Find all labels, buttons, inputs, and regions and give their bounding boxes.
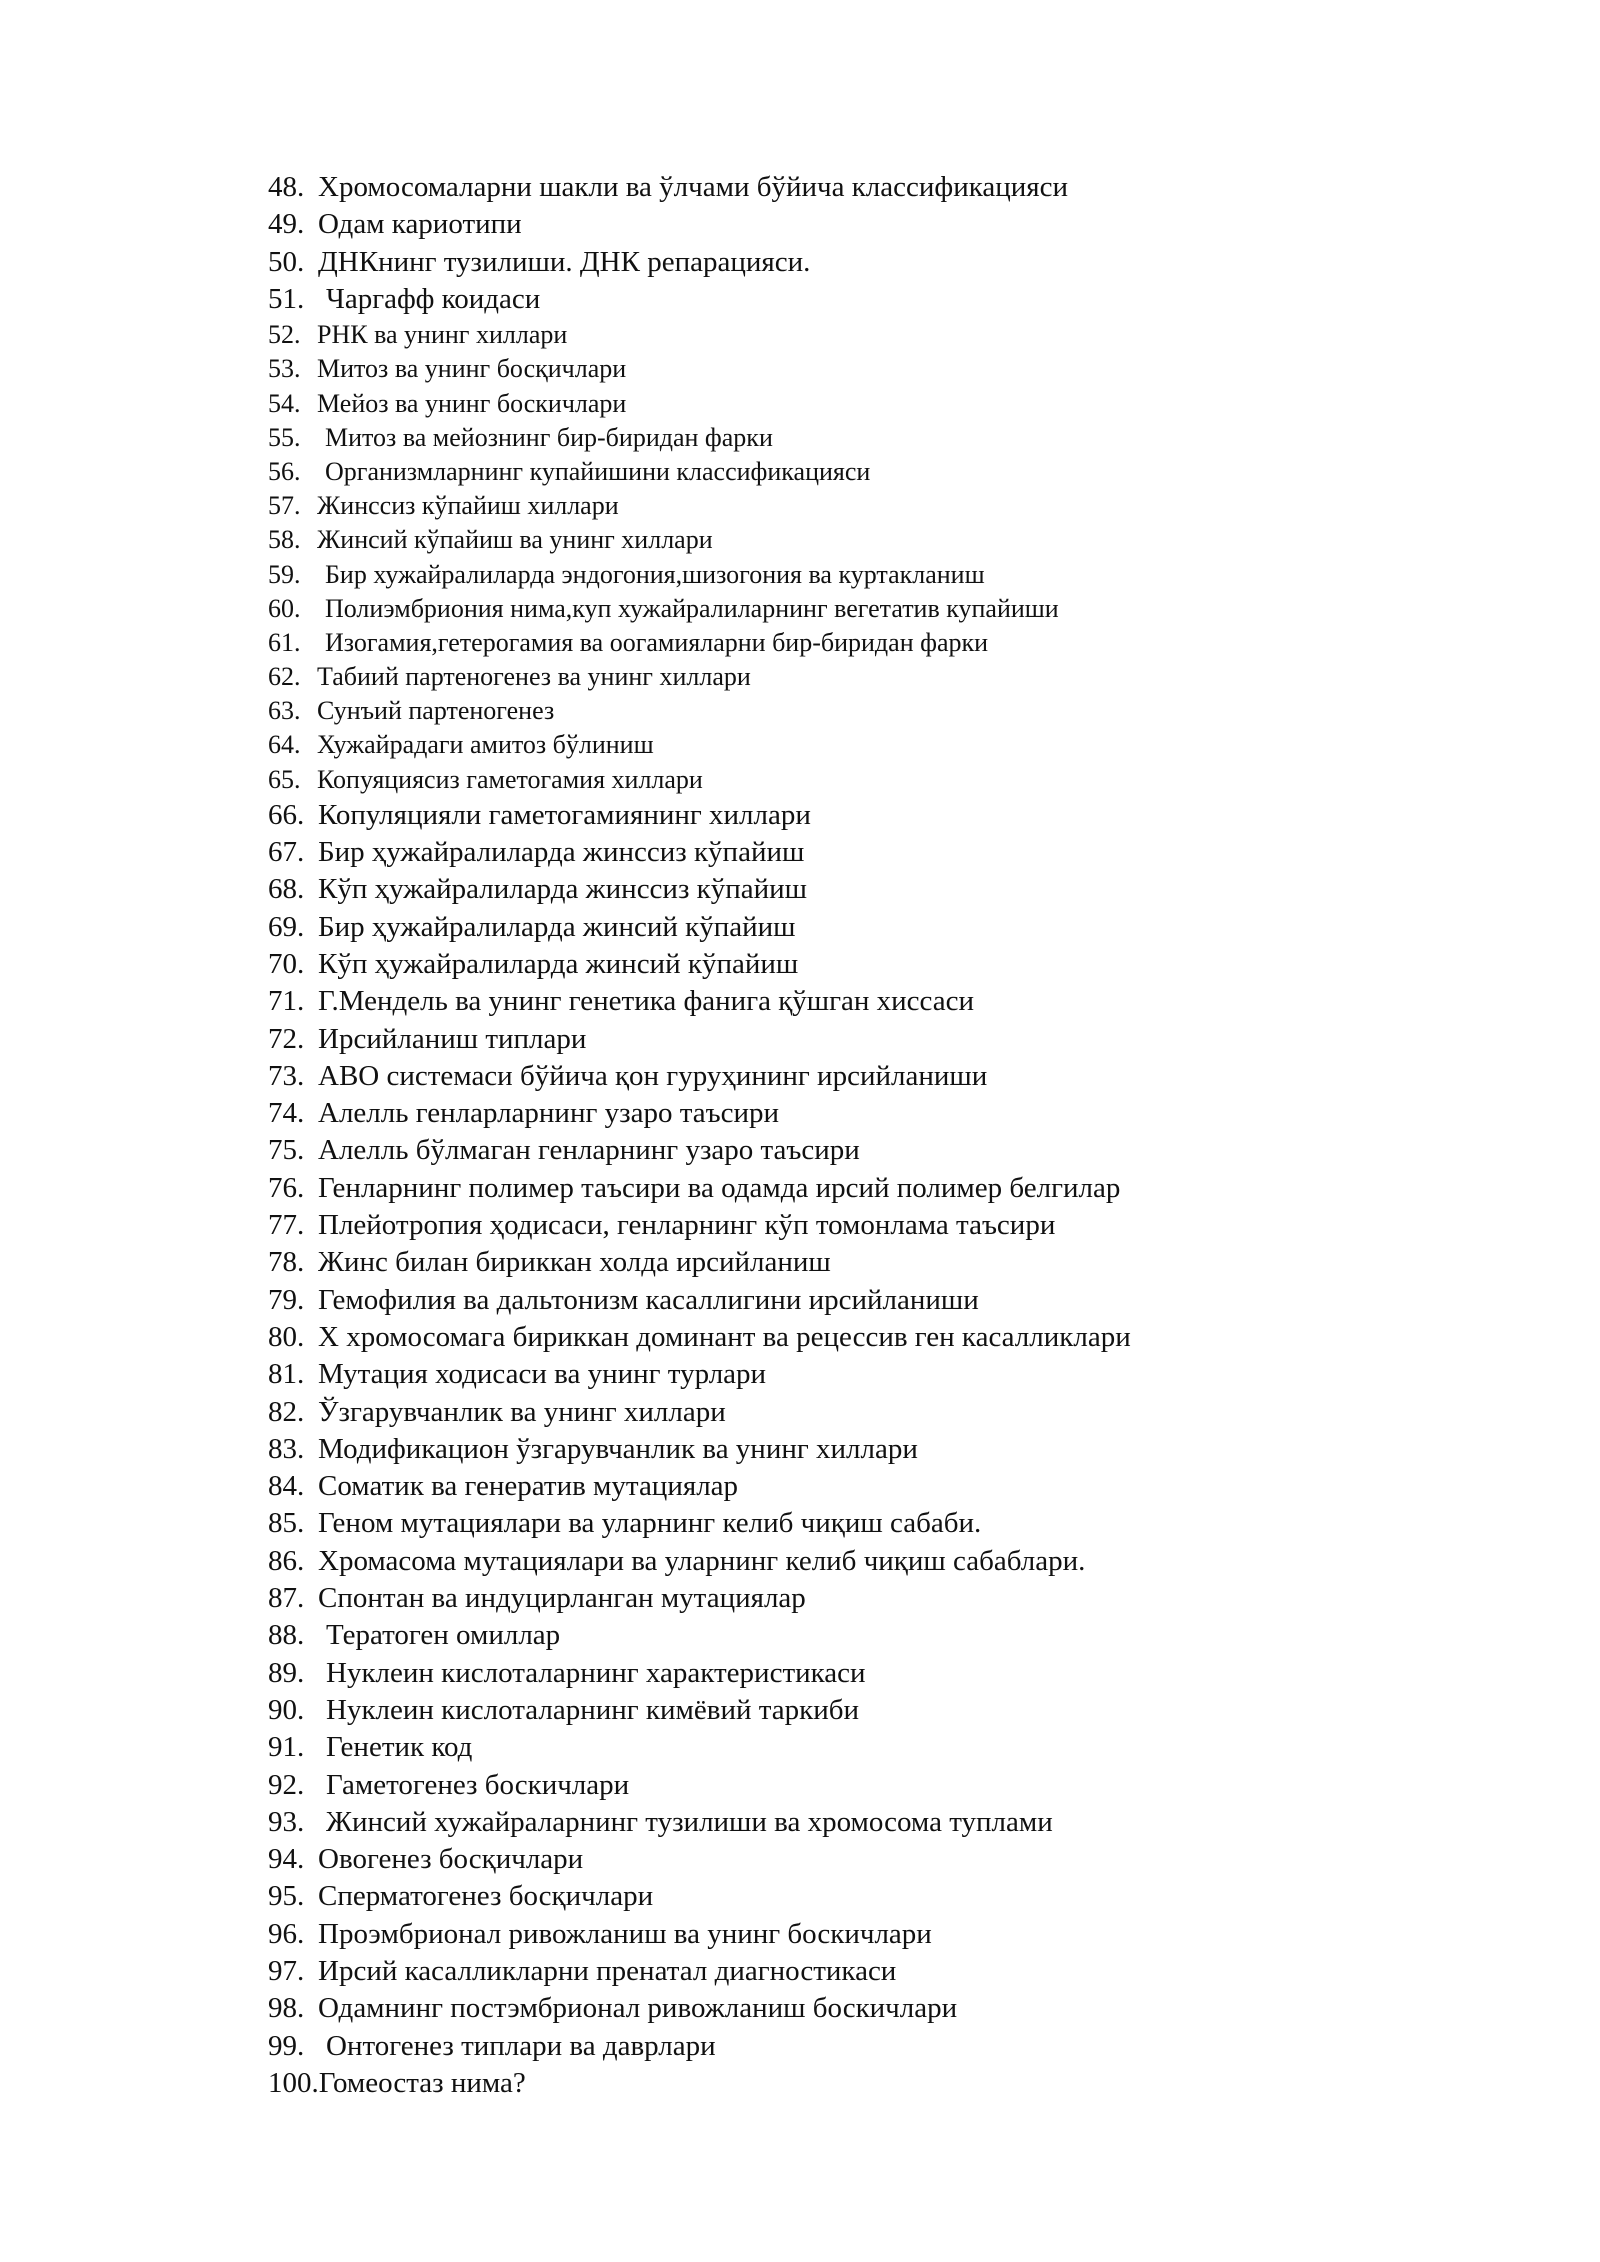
list-item [268, 1841, 1528, 1878]
item-text: Гаметогенез боскичлари [326, 1768, 630, 1801]
list-item [268, 523, 1528, 557]
item-number: 83. [268, 1432, 305, 1465]
item-text: Хромасома мутациялари ва уларнинг келиб чиқиш сабаблари. [318, 1544, 1086, 1577]
item-text: Кўп ҳужайралиларда жинсий кўпайиш [318, 948, 799, 980]
item-number: 63. [268, 696, 301, 726]
list-item [268, 244, 1528, 281]
item-number: 85. [268, 1507, 305, 1540]
item-number: 68. [268, 873, 305, 906]
item-number: 98. [268, 1992, 305, 2025]
item-number: 81. [268, 1358, 305, 1391]
item-text: Х хромосомага бириккан доминант ва рецессив ген касалликлари [318, 1320, 1131, 1353]
item-number: 88. [268, 1619, 305, 1652]
list-item [268, 797, 1528, 834]
list-item [268, 1132, 1528, 1169]
list-item [268, 455, 1528, 489]
list-item [268, 1767, 1528, 1804]
item-text: Копуляцияли гаметогамиянинг хиллари [318, 798, 811, 831]
item-number: 60. [268, 593, 301, 623]
item-text: Копуяциясиз гаметогамия хиллари [317, 764, 703, 794]
item-text: Хромосомаларни шакли ва ўлчами бўйича классификацияси [318, 171, 1069, 203]
item-number: 75. [268, 1134, 305, 1167]
item-text: Ўзгарувчанлик ва унинг хиллари [318, 1395, 726, 1428]
item-number: 64. [268, 730, 301, 760]
list-item [268, 1095, 1528, 1132]
item-text: Проэмбрионал ривожланиш ва унинг боскичлари [318, 1917, 932, 1950]
item-number: 62. [268, 662, 301, 692]
item-number: 73. [268, 1059, 305, 1092]
item-text: Ирсий касалликларни пренатал диагностикаси [318, 1955, 897, 1988]
item-text: РНК ва унинг хиллари [317, 320, 568, 350]
item-number: 84. [268, 1470, 305, 1503]
item-text: Геном мутациялари ва уларнинг келиб чиқиш сабаби. [318, 1507, 982, 1540]
item-text: Организмларнинг купайишини классификацияси [325, 456, 871, 486]
item-number: 72. [268, 1022, 305, 1055]
item-text: Одам кариотипи [318, 208, 522, 241]
list-item [268, 1729, 1528, 1766]
item-text: Мутация ходисаси ва унинг турлари [318, 1358, 767, 1391]
item-text: Бир ҳужайралиларда жинссиз кўпайиш [318, 836, 805, 869]
list-item [268, 1394, 1528, 1431]
item-number: 90. [268, 1693, 305, 1726]
item-number: 79. [268, 1283, 305, 1316]
item-text: Сперматогенез босқичлари [318, 1880, 654, 1913]
list-item [268, 626, 1528, 660]
item-text: Овогенез босқичлари [318, 1843, 584, 1876]
item-text: Жинссиз кўпайиш хиллари [317, 491, 619, 521]
item-number: 92. [268, 1768, 305, 1801]
list-item [268, 1692, 1528, 1729]
list-item [268, 1170, 1528, 1207]
item-text: Чаргафф коидаси [326, 282, 541, 315]
list-item [268, 1655, 1528, 1692]
list-item [268, 387, 1528, 421]
item-text: Онтогенез типлари ва даврлари [326, 2029, 716, 2062]
list-item [268, 1990, 1528, 2027]
list-item [268, 1058, 1528, 1095]
item-number: 91. [268, 1731, 305, 1764]
list-item [268, 558, 1528, 592]
item-number: 52. [268, 320, 301, 350]
item-text: Жинс билан бириккан холда ирсийланиш [318, 1246, 831, 1279]
list-item [268, 1916, 1528, 1953]
item-number: 95. [268, 1880, 305, 1913]
item-number: 61. [268, 627, 301, 657]
item-number: 57. [268, 491, 301, 521]
item-text: Гемофилия ва дальтонизм касаллигини ирсийланиши [318, 1283, 979, 1316]
item-number: 86. [268, 1544, 305, 1577]
item-text: Табиий партеногенез ва унинг хиллари [317, 662, 751, 692]
list-item [268, 489, 1528, 523]
item-text: Плейотропия ҳодисаси, генларнинг кўп томонлама таъсири [318, 1209, 1056, 1242]
item-number: 65. [268, 764, 301, 794]
item-text: Жинсий кўпайиш ва унинг хиллари [317, 525, 713, 555]
list-item [268, 1356, 1528, 1393]
item-text: Г.Мендель ва унинг генетика фанига қўшган хиссаси [318, 985, 975, 1018]
item-number: 66. [268, 798, 305, 831]
list-item [268, 1244, 1528, 1281]
item-text: ДНКнинг тузилиши. ДНК репарацияси. [318, 245, 811, 278]
item-number: 93. [268, 1805, 305, 1838]
list-item [268, 1804, 1528, 1841]
item-number: 97. [268, 1955, 305, 1988]
item-number: 76. [268, 1171, 305, 1204]
item-text: Ирсийланиш типлари [318, 1022, 587, 1055]
item-text: Мейоз ва унинг боскичлари [317, 388, 627, 418]
item-text: АВО системаси бўйича қон гуруҳининг ирсийланиши [318, 1059, 988, 1092]
list-item [268, 318, 1528, 352]
item-text: Тератоген омиллар [326, 1619, 561, 1652]
item-number: 56. [268, 456, 301, 486]
list-item [268, 1282, 1528, 1319]
list-item [268, 763, 1528, 797]
list-item [268, 1505, 1528, 1542]
item-number: 53. [268, 354, 301, 384]
item-number: 82. [268, 1395, 305, 1428]
list-item [268, 352, 1528, 386]
item-text: Модификацион ўзгарувчанлик ва унинг хиллари [318, 1432, 918, 1465]
item-number: 55. [268, 422, 301, 452]
item-number: 77. [268, 1209, 305, 1242]
list-item [268, 206, 1528, 243]
list-item [268, 834, 1528, 871]
list-item [268, 169, 1528, 206]
list-item [268, 1207, 1528, 1244]
list-item [268, 1431, 1528, 1468]
item-text: Генларнинг полимер таъсири ва одамда ирсий полимер белгилар [318, 1171, 1121, 1204]
list-item [268, 871, 1528, 908]
list-item [268, 1617, 1528, 1654]
list-item [268, 983, 1528, 1020]
list-item [268, 1468, 1528, 1505]
item-number: 48. [268, 171, 305, 203]
item-number: 69. [268, 910, 305, 943]
item-number: 96. [268, 1917, 305, 1950]
item-text: Митоз ва унинг босқичлари [317, 354, 627, 384]
item-text: Гомеостаз нима? [318, 2066, 526, 2099]
item-text: Изогамия,гетерогамия ва оогамияларни бир-биридан фарки [325, 627, 989, 657]
list-item [268, 694, 1528, 728]
question-list [268, 169, 1528, 2102]
item-number: 80. [268, 1320, 305, 1353]
list-item [268, 728, 1528, 762]
item-text: Одамнинг постэмбрионал ривожланиш боскичлари [318, 1992, 958, 2025]
item-number: 51. [268, 282, 305, 315]
item-number: 99. [268, 2029, 305, 2062]
item-text: Кўп ҳужайралиларда жинссиз кўпайиш [318, 873, 808, 906]
item-text: Алелль бўлмаган генларнинг узаро таъсири [318, 1134, 860, 1167]
item-number: 49. [268, 208, 305, 241]
item-number: 50. [268, 245, 305, 278]
item-text: Митоз ва мейознинг бир-биридан фарки [325, 422, 773, 452]
item-text: Соматик ва генератив мутациялар [318, 1470, 739, 1503]
item-text: Бир ҳужайралиларда жинсий кўпайиш [318, 910, 796, 943]
list-item [268, 946, 1528, 983]
list-item [268, 909, 1528, 946]
list-item [268, 660, 1528, 694]
item-text: Алелль генларларнинг узаро таъсири [318, 1097, 779, 1130]
list-item [268, 2065, 1528, 2102]
list-item [268, 1021, 1528, 1058]
list-item [268, 421, 1528, 455]
item-number: 70. [268, 948, 305, 980]
item-text: Нуклеин кислоталарнинг характеристикаси [326, 1656, 866, 1689]
list-item [268, 281, 1528, 318]
item-number: 71. [268, 985, 305, 1018]
item-number: 67. [268, 836, 305, 869]
item-text: Нуклеин кислоталарнинг кимёвий таркиби [326, 1693, 860, 1726]
list-item [268, 1543, 1528, 1580]
item-number: 54. [268, 388, 301, 418]
item-number: 74. [268, 1097, 305, 1130]
item-number: 58. [268, 525, 301, 555]
item-number: 94. [268, 1843, 305, 1876]
item-text: Полиэмбриония нима,куп хужайралиларнинг вегетатив купайиши [325, 593, 1059, 623]
item-number: 87. [268, 1582, 305, 1615]
item-text: Жинсий хужайраларнинг тузилиши ва хромосома туплами [326, 1805, 1053, 1838]
list-item [268, 592, 1528, 626]
list-item [268, 2028, 1528, 2065]
item-number: 59. [268, 559, 301, 589]
item-number: 89. [268, 1656, 305, 1689]
list-item [268, 1580, 1528, 1617]
item-number: 100. [268, 2066, 319, 2099]
item-text: Спонтан ва индуцирланган мутациялар [318, 1582, 806, 1615]
item-text: Сунъий партеногенез [317, 696, 555, 726]
item-text: Хужайрадаги амитоз бўлиниш [317, 730, 654, 760]
list-item [268, 1878, 1528, 1915]
item-text: Генетик код [326, 1731, 473, 1764]
list-item [268, 1319, 1528, 1356]
item-number: 78. [268, 1246, 305, 1279]
item-text: Бир хужайралиларда эндогония,шизогония ва куртакланиш [325, 559, 985, 589]
list-item [268, 1953, 1528, 1990]
